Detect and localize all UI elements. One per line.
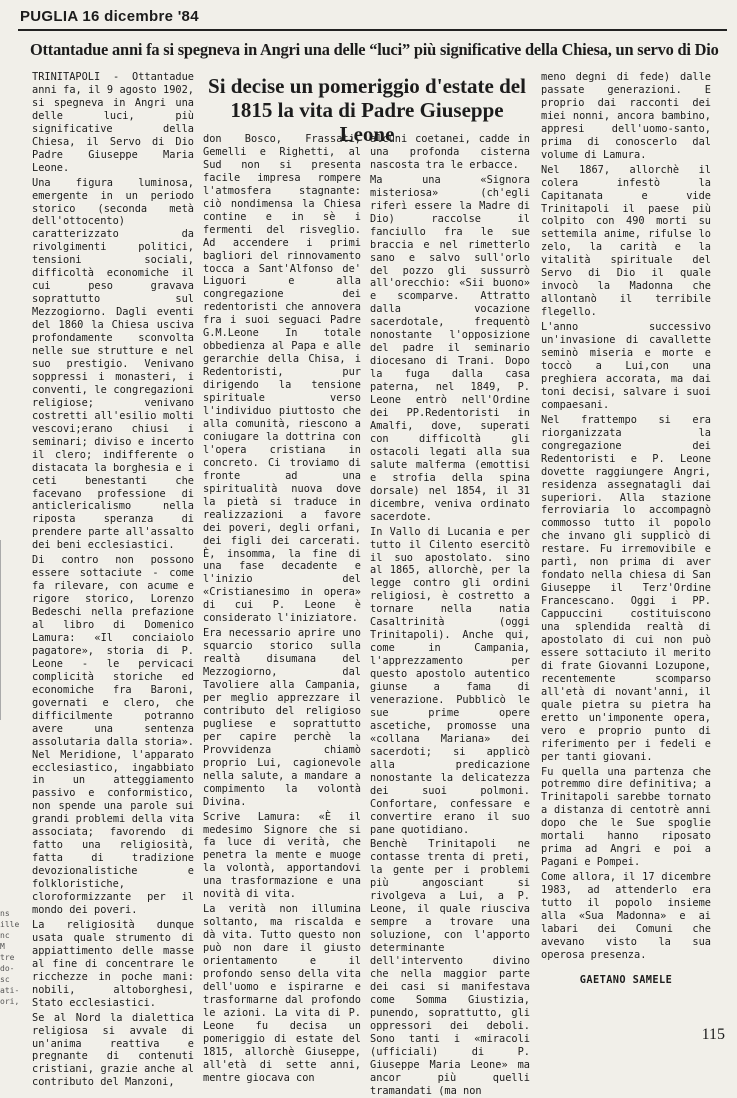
article-paragraph: meno degni di fede) dalle passate generazioni. E proprio dai racconti dei miei nonni, ancora bambino, appresi dell'uomo-santo, prima di conoscerlo dal volume di Lamura. <box>541 71 711 161</box>
page-number: 115 <box>701 1026 725 1043</box>
edge-fragment: ns <box>0 909 10 918</box>
adjacent-page-edge <box>0 908 20 1007</box>
edge-fragment: ati- <box>0 986 20 995</box>
article-paragraph: Ma una «Signora misteriosa» (ch'egli riferì essere la Madre di Dio) raccolse il fanciullo fra le sue braccia e nel rimetterlo sano e salvo sull'orlo del pozzo gli sussurrò all'orecchio: «Sii buono» e scomparve. Attratto dalla vocazione sacerdotale, frequentò nonostante l'opposizione del padre il seminario diocesano di Trani. Dopo la fuga dalla casa paterna, nel 1849, P. Leone entrò nell'Ordine dei PP.Redentoristi in Amalfi, dove, superati con difficoltà gli ostacoli legati alla sua salute malferma (emottisi e strofia della spina dorsale) nel 1854, il 31 dicembre, veniva ordinato sacerdote. <box>370 173 530 523</box>
page-header: PUGLIA 16 dicembre '84 <box>20 8 199 25</box>
edge-fragment: ille <box>0 920 20 929</box>
article-paragraph: In Vallo di Lucania e per tutto il Cilento esercitò il suo apostolato. sino al 1865, allorchè, per la legge contro gli ordini religiosi, è costretto a tornare nella natia Casaltrinità (oggi Trinitapoli). Anche qui, come in Campania, l'apprezzamento per questo apostolo autentico giunse a fama di venerazione. Pubblicò le sue prime opere ascetiche, promosse una «collana Mariana» dei sacerdoti; si applicò alla predicazione nonostante la delicatezza dei suoi polmoni. Confortare, confessare e convertire erano il suo pane quotidiano. <box>370 525 530 836</box>
headline: Si decise un pomeriggio d'estate del 1815 la vita di Padre Giuseppe Leone <box>208 74 526 146</box>
article-paragraph: Era necessario aprire uno squarcio storico sulla realtà disumana del Mezzogiorno, dal Tavoliere alla Campania, per meglio apprezzare il contributo del religioso pugliese e soprattutto per capire perchè la Provvidenza chiamò proprio Lui, cagionevole nella salute, a mandare a compimento la volontà Divina. <box>203 627 361 808</box>
subtitle: Ottantadue anni fa si spegneva in Angri una delle “luci” più significative della Chiesa, un servo di Dio <box>30 40 719 59</box>
article-paragraph: La religiosità dunque usata quale strumento di appiattimento delle masse al fine di concentrare le ricchezze in poche mani: nobili, altoborghesi, Stato ecclesiastici. <box>32 918 194 1009</box>
article-paragraph: TRINITAPOLI - Ottantadue anni fa, il 9 agosto 1902, si spegneva in Angri una delle luci, più significative della Chiesa, il Servo di Dio Padre Giuseppe Maria Leone. <box>32 71 194 174</box>
article-paragraph: Nel frattempo si era riorganizzata la congregazione dei Redentoristi e P. Leone dovette raggiungere Angri, residenza assegnatagli dai superiori. Alla stazione ferroviaria lo accompagnò commosso tutto il popolo che invano gli supplicò di restare. Fu irremovibile e partì, non prima di aver fondato nella chiesa di San Giuseppe il Terz'Ordine Francescano. Oggi i PP. Cappuccini costituiscono una splendida realtà di apostolato di cui non può essere sottaciuto il merito di frate Giovanni Lozupone, recentemente scomparso all'età di novant'anni, il quale pietra su pietra ha eretto un'imponente opera, vero e proprio punto di riferimento per i fedeli e per tanti giovani. <box>541 413 711 763</box>
article-paragraph: don Bosco, Frassati, Gemelli e Righetti, al Sud non si presenta facile impresa rompere l'atmosfera stagnante: ciò nondimensa la Chiesa contine e in sè i fermenti del risveglio. Ad accendere i primi bagliori del rinnovamento tocca a Sant'Alfonso de' Liguori e alla congregazione dei redentoristi che annovera fra i suoi seguaci Padre G.M.Leone In totale obbedienza al Papa e alle gerarchie della Chisa, i Redentoristi, pur dirigendo la tensione spirituale verso l'individuo piuttosto che alla comunità, riescono a coniugare la dottrina con l'opera cristiana in concreto. Ci troviamo di fronte ad una spiritualità nuova dove la pietà si traduce in realizzazioni a favore dei poveri, degli orfani, dei figli dei carcerati. È, insomma, la fine di una fase decadente e l'inizio del «Cristianesimo in opera» di cui P. Leone è considerato l'iniziatore. <box>203 133 361 625</box>
edge-fragment: nc <box>0 931 10 940</box>
article-paragraph: Come allora, il 17 dicembre 1983, ad attenderlo era tutto il popolo insieme alla «Sua Madonna» e ai labari dei Comuni che avevano visto la sua operosa presenza. <box>541 871 711 961</box>
page-edge-bar <box>0 540 9 720</box>
article-paragraph: La verità non illumina soltanto, ma riscalda e dà vita. Tutto questo non può non dare il giusto orientamento e il profondo senso della vita dell'uomo e ispirarne e trasformarne dal profondo le azioni. La vita di P. Leone fu decisa un pomeriggio di estate del 1815, allorchè Giuseppe, all'età di sette anni, mentre giocava con <box>203 903 361 1084</box>
author-signature: GAETANO SAMELE <box>579 973 673 986</box>
article-paragraph: Fu quella una partenza che potremmo dire definitiva; a Trinitapoli sarebbe tornato a distanza di centotrè anni dopo che le Sue spoglie mortali hanno riposato prima ad Angri e poi a Pagani e Pompei. <box>541 765 711 869</box>
article-paragraph: Benchè Trinitapoli ne contasse trenta di preti, la gente per i problemi più angosciant si rivolgeva a Lui, a P. Leone, il quale riusciva sempre a trovare una soluzione, con l'apporto determinante dell'intervento divino che nella maggior parte dei casi si manifestava come Somma Giustizia, punendo, soprattutto, gli oppressori dei deboli. Sono tanti i «miracoli (ufficiali) di P. Giuseppe Maria Leone» ma ancor più quelli tramandati (ma non <box>370 838 530 1097</box>
article-paragraph: Se al Nord la dialettica religiosa si avvale di un'anima reattiva e pregnante di contenuti cristiani, grazie anche al contributo del Manzoni, <box>32 1011 194 1089</box>
edge-fragment: tre <box>0 953 15 962</box>
article-column-1 <box>32 71 194 1089</box>
edge-fragment: M <box>0 942 5 951</box>
article-paragraph: L'anno successivo un'invasione di cavallette seminò miseria e morte e toccò a Lui,con una preghiera accorata, ma dai toni decisi, salvare i suoi compaesani. <box>541 321 711 411</box>
article-column-4 <box>541 71 711 1031</box>
article-paragraph: Scrive Lamura: «È il medesimo Signore che si fa luce di verità, che penetra la mente e muoge la volontà, apportandovi una trasformazione e una novità di vita. <box>203 810 361 901</box>
edge-fragment: do- <box>0 964 15 973</box>
article-paragraph: Di contro non possono essere sottaciute - come fa rilevare, con acume e rigore storico, Lorenzo Bedeschi nella prefazione al libro di Domenico Lamura: «Il conciaiolo pagatore», storia di P. Leone - le pervicaci complicità storiche ed economiche fra Baroni, governati e clero, che difficilmente potranno avere una sentenza assolutaria dalla storia». Nel Meridione, l'apparato ecclesiastico, ingabbiato in un atteggiamento passivo e conformistico, non spende una parole sui grandi problemi della vita associata; favorendo di fatto una religiosità, fatta di tradizione devozionalistiche e folkloristiche, cloroformizzante per il mondo dei poveri. <box>32 554 194 916</box>
edge-fragment: sc <box>0 975 10 984</box>
header-rule <box>18 29 727 31</box>
article-paragraph: Una figura luminosa, emergente in un periodo storico (seconda metà dell'ottocento) caratterizzato da rivolgimenti politici, tensioni sociali, difficoltà economiche il cui peso gravava soprattutto sul Mezzogiorno. Dagli eventi del 1860 la Chiesa usciva profondamente sconvolta nelle sue strutture e nel suo prestigio. Venivano soppressi i monasteri, i conventi, le congregazioni religiose; venivano costretti all'esilio molti vescovi;erano chiusi i seminari; diviso e incerto il clero; indifferente o distacata la borghesia e i ceti benestanti che facevano professione di anticlericalismo nella riposta speranza di prendere parte all'assalto dei beni ecclesiastici. <box>32 176 194 552</box>
article-paragraph: alcuni coetanei, cadde in una profonda cisterna nascosta tra le erbacce. <box>370 133 530 171</box>
edge-fragment: ori, <box>0 997 20 1006</box>
article-paragraph: Nel 1867, allorchè il colera infestò la Capitanata e vide Trinitapoli il paese più colpito con 490 morti su settemila anime, rifulse lo zelo, la carità e la vitalità spirituale del Servo di Dio il quale invocò la Madonna che allontanò il terribile flegello. <box>541 163 711 319</box>
article-column-3 <box>370 133 530 1097</box>
article-column-2 <box>203 133 361 1084</box>
